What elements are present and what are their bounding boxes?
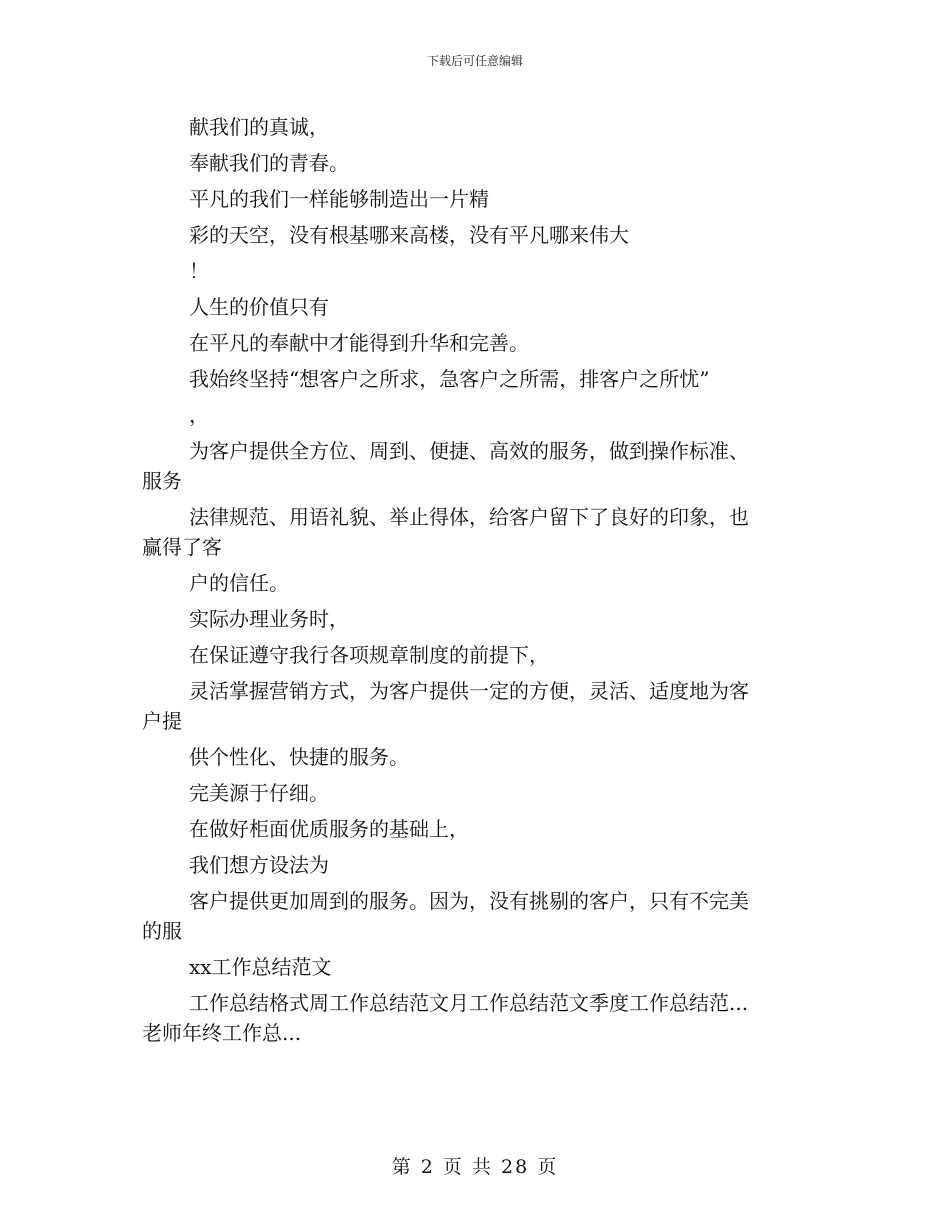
text-line: 法律规范、用语礼貌、举止得体，给客户留下了良好的印象，也 bbox=[189, 505, 749, 529]
text-line: 在保证遵守我行各项规章制度的前提下， bbox=[189, 643, 549, 667]
text-line: 彩的天空，没有根基哪来高楼，没有平凡哪来伟大 bbox=[189, 223, 629, 247]
text-line: 献我们的真诚， bbox=[189, 115, 329, 139]
text-line: 老师年终工作总... bbox=[142, 1021, 302, 1045]
text-line: xx工作总结范文 bbox=[189, 955, 332, 979]
text-line: 在做好柜面优质服务的基础上， bbox=[189, 817, 469, 841]
text-line: 客户提供更加周到的服务。因为，没有挑剔的客户，只有不完美 bbox=[189, 889, 749, 913]
text-line: ！ bbox=[189, 259, 209, 283]
text-line: 人生的价值只有 bbox=[189, 295, 329, 319]
text-line: 户提 bbox=[142, 709, 182, 733]
text-line: 灵活掌握营销方式，为客户提供一定的方便，灵活、适度地为客 bbox=[189, 679, 749, 703]
document-body bbox=[142, 112, 812, 1048]
text-line: ， bbox=[189, 403, 209, 427]
text-line: 平凡的我们一样能够制造出一片精 bbox=[189, 187, 489, 211]
text-line: 为客户提供全方位、周到、便捷、高效的服务，做到操作标准、 bbox=[189, 439, 749, 463]
text-line: 赢得了客 bbox=[142, 535, 222, 559]
text-line: 我们想方设法为 bbox=[189, 853, 329, 877]
text-line: 完美源于仔细。 bbox=[189, 781, 329, 805]
text-line: 的服 bbox=[142, 919, 182, 943]
text-line: 我始终坚持“想客户之所求，急客户之所需，排客户之所忧” bbox=[189, 367, 710, 391]
text-line: 户的信任。 bbox=[189, 571, 289, 595]
text-line: 在平凡的奉献中才能得到升华和完善。 bbox=[189, 331, 529, 355]
text-line: 奉献我们的青春。 bbox=[189, 151, 349, 175]
text-line: 服务 bbox=[142, 469, 182, 493]
text-line: 实际办理业务时， bbox=[189, 607, 349, 631]
page-number: 第 2 页 共 28 页 bbox=[391, 1156, 559, 1178]
text-line: 工作总结格式周工作总结范文月工作总结范文季度工作总结范... bbox=[189, 991, 749, 1015]
text-line: 供个性化、快捷的服务。 bbox=[189, 745, 409, 769]
page-header: 下载后可任意编辑 bbox=[426, 54, 523, 68]
